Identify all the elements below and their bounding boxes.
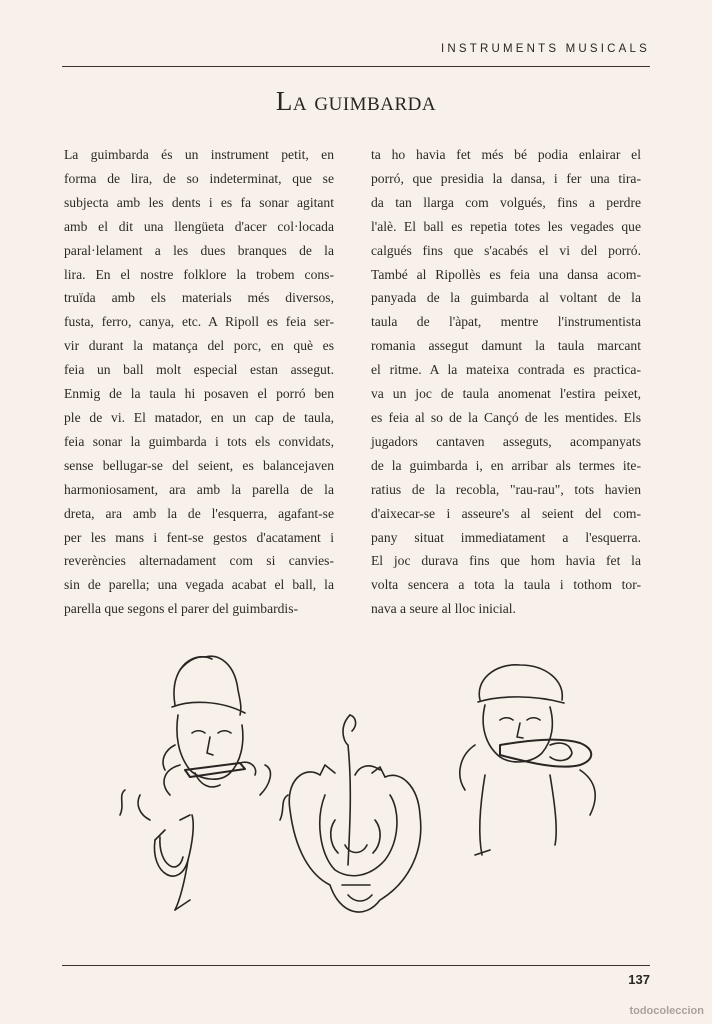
text-line: calgués fins que s'acabés el vi del porró. [371,242,641,258]
right-text-column [371,143,641,621]
text-line: ta ho havia fet més bé podia enlairar el [371,147,641,162]
text-line: nava a seure al lloc inicial. [371,601,516,617]
text-line: fusta, ferro, canya, etc. A Ripoll es feia ser- [64,314,334,330]
text-line: La guimbarda és un instrument petit, en [64,147,334,162]
text-line: da tan llarga com volgués, fins a perdre [371,194,641,210]
illustrations [80,645,640,935]
ornate-jaw-harp-illustration [289,715,421,912]
text-line: l'alè. El ball es repetia totes les vegades que [371,218,641,234]
bottom-divider [62,965,650,966]
page-title: La guimbarda [275,86,437,116]
text-line: forma de lira, de so indeterminat, que se [64,170,334,186]
text-line: ratius de la recobla, "rau-rau", tots havien [371,481,641,497]
text-line: Enmig de la taula hi posaven el porró ben [64,386,334,402]
text-line: lira. En el nostre folklore la trobem cons- [64,266,334,282]
text-line: pany situat immediatament a l'esquerra. [371,529,641,545]
text-line: volta sencera a tota la taula i tothom tor- [371,577,641,593]
text-line: parella que segons el parer del guimbardis- [64,601,299,617]
text-line: va un joc de taula anomenat l'estira peixet, [371,386,641,402]
text-line: sin de parella; una vegada acabat el ball, la [64,577,334,593]
text-line: romania assegut damunt la taula marcant [371,338,641,354]
left-text-column [64,143,334,621]
text-line: ple de vi. El matador, en un cap de taula, [64,409,334,425]
text-line: amb el dit una llengüeta d'acer col·locada [64,218,334,234]
text-line: vir durant la matança del porc, en què es [64,338,334,354]
text-line: es feia al so de la Cançó de les mentides. Els [371,409,641,425]
text-line: taula de l'àpat, mentre l'instrumentista [371,314,641,330]
text-line: harmoniosament, ara amb la parella de la [64,481,334,497]
text-line: truïda amb els materials més diversos, [64,290,334,306]
young-man-playing-jaw-harp-illustration [460,665,595,855]
text-line: feia sonar la guimbarda i tots els convidats, [64,433,334,449]
text-line: subjecta amb les dents i es fa sonar agitant [64,194,334,210]
text-line: jugadors cantaven asseguts, acompanyats [371,433,641,449]
text-line: el ritme. A la mateixa contrada es practica- [371,362,641,378]
page-number: 137 [628,972,650,987]
text-line: El joc durava fins que hom havia fet la [371,553,641,569]
text-line: d'aixecar-se i asseure's al seient del com- [371,505,641,521]
text-line: reverències alternadament com si canvies- [64,553,334,569]
text-line: També al Ripollès es feia una dansa acom- [371,266,641,282]
text-line: porró, que presidia la dansa, i fer una tira- [371,170,641,186]
text-line: sense bellugar-se del seient, es balancejaven [64,457,334,473]
text-line: per les mans i fent-se gestos d'acatament i [64,529,334,545]
text-line: dreta, ara amb la de l'esquerra, agafant-se [64,505,334,521]
watermark-text: todocoleccion [629,1005,704,1017]
text-line: de la guimbarda i, en arribar als termes ite- [371,457,641,473]
top-divider [62,66,650,67]
text-line: feia un ball molt especial estan assegut. [64,362,334,378]
text-line: paral·lelament a les dues branques de la [64,242,334,258]
man-playing-jaw-harp-illustration [120,656,288,910]
section-header: INSTRUMENTS MUSICALS [440,43,650,55]
text-line: panyada de la guimbarda al voltant de la [371,290,641,306]
